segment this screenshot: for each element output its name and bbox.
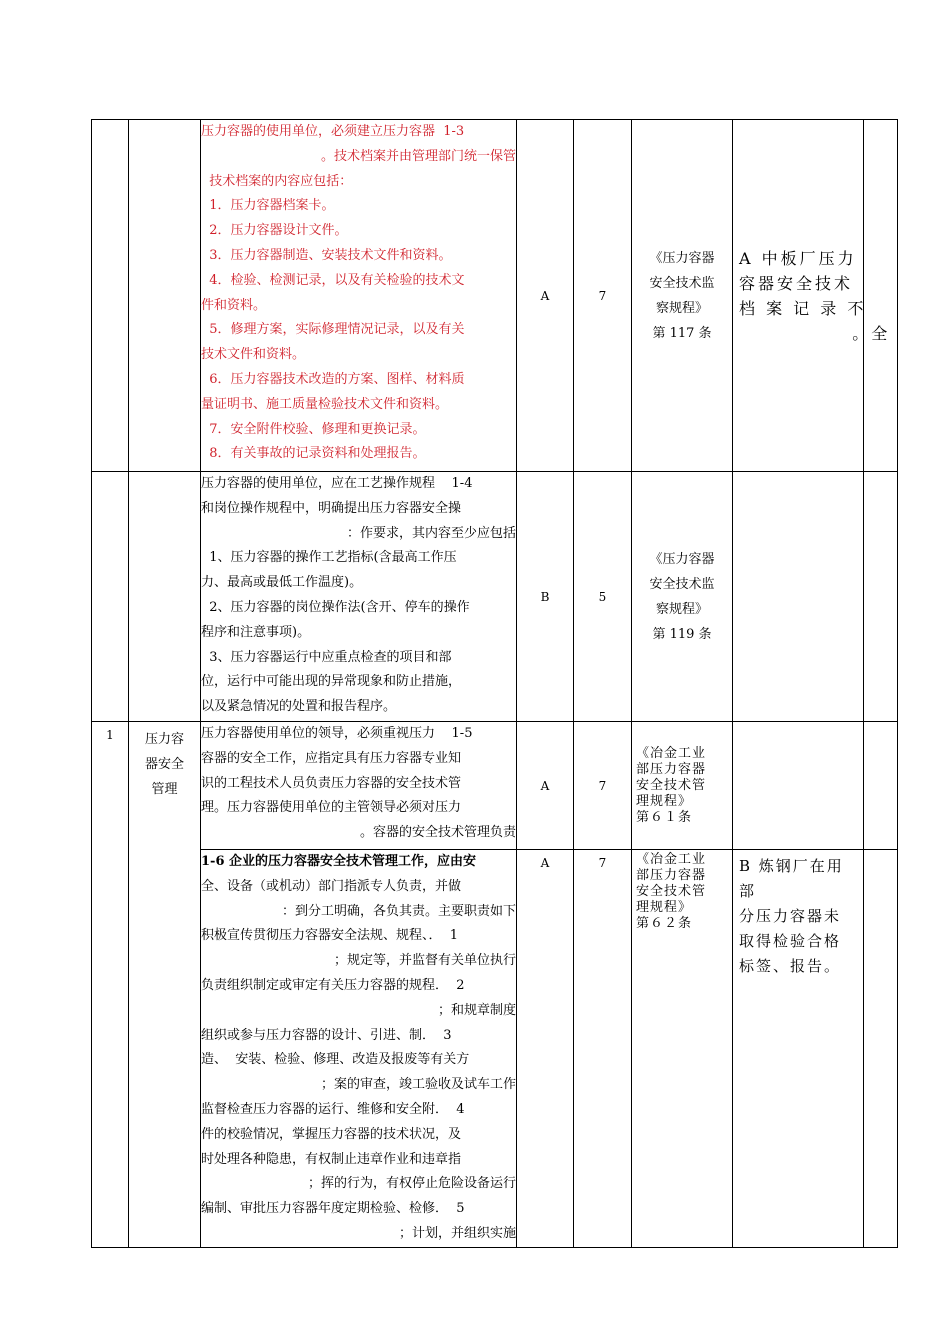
basis-line: 第 117 条 bbox=[652, 325, 712, 341]
requirement-line: 件和资料。 bbox=[201, 297, 267, 313]
requirement-line: 容器的安全工作，应指定具有压力容器专业知 bbox=[201, 750, 462, 766]
remark-cell bbox=[864, 472, 898, 722]
requirement-line: 4．检验、检测记录，以及有关检验的技术文 bbox=[201, 272, 465, 288]
requirement-line: 压力容器的使用单位，应在工艺操作规程 1-4 bbox=[201, 476, 473, 491]
requirement-line: 1、压力容器的操作工艺指标(含最高工作压 bbox=[201, 550, 457, 566]
finding-cell bbox=[733, 120, 891, 472]
basis-line: 第 119 条 bbox=[652, 626, 712, 642]
score-cell: 7 bbox=[574, 120, 632, 472]
basis-line: 第６１条 bbox=[636, 809, 693, 825]
finding-line: 。全 bbox=[739, 323, 891, 343]
basis-line: 《冶金工业 bbox=[636, 852, 707, 867]
requirement-line: ：作要求，其内容至少应包括 bbox=[243, 525, 516, 541]
finding-line: 档 案 记 录 不 bbox=[739, 298, 867, 318]
requirement-line: 以及紧急情况的处置和报告程序。 bbox=[201, 699, 397, 715]
basis-line: 部压力容器 bbox=[636, 868, 707, 883]
basis-line: 《压力容器 bbox=[649, 250, 715, 266]
score-cell: 5 bbox=[574, 472, 632, 722]
basis-cell bbox=[632, 850, 733, 1248]
requirement-line: 理。压力容器使用单位的主管领导必须对压力 bbox=[201, 800, 462, 816]
grade-cell: A bbox=[517, 850, 574, 1248]
basis-line: 安全技术监 bbox=[649, 576, 715, 592]
requirement-line: ；案的审查，竣工验收及试车工作 bbox=[230, 1077, 516, 1093]
requirement-line: 组织或参与压力容器的设计、引进、制． 3 bbox=[201, 1027, 452, 1043]
basis-line: 部压力容器 bbox=[636, 761, 707, 777]
grade-cell: A bbox=[517, 722, 574, 850]
finding-cell bbox=[733, 722, 864, 850]
finding-cell bbox=[733, 850, 864, 1248]
requirement-line: 。技术档案并由管理部门统一保管 bbox=[221, 148, 516, 164]
requirement-line: 编制、审批压力容器年度定期检验、检修． 5 bbox=[201, 1201, 465, 1217]
category-cell bbox=[129, 120, 201, 472]
basis-cell bbox=[632, 472, 733, 722]
requirement-line: 7．安全附件校验、修理和更换记录。 bbox=[201, 421, 426, 437]
requirement-line: ；挥的行为，有权停止危险设备运行 bbox=[241, 1176, 516, 1192]
requirement-line: 压力容器的使用单位，必须建立压力容器 1-3 bbox=[201, 124, 465, 139]
requirement-line: 2．压力容器设计文件。 bbox=[201, 223, 348, 239]
basis-line: 安全技术管 bbox=[636, 884, 707, 899]
requirement-line: 和岗位操作规程中，明确提出压力容器安全操 bbox=[201, 500, 462, 516]
category-line: 管理 bbox=[151, 782, 178, 797]
basis-line: 察规程》 bbox=[655, 300, 708, 316]
requirement-line: ；计划，并组织实施 bbox=[279, 1225, 516, 1241]
requirement-line: 积极宣传贯彻压力容器安全法规、规程、． 1 bbox=[201, 928, 459, 944]
requirement-line: 3、压力容器运行中应重点检查的项目和部 bbox=[201, 649, 452, 665]
basis-line: 第６２条 bbox=[636, 916, 693, 931]
requirement-line: 件的校验情况，掌握压力容器的技术状况，及 bbox=[201, 1126, 462, 1142]
grade-cell: A bbox=[517, 120, 574, 472]
requirement-line: 6．压力容器技术改造的方案、图样、材料质 bbox=[201, 371, 465, 387]
requirement-line bbox=[201, 850, 516, 875]
finding-line: B 炼钢厂在用部 bbox=[739, 857, 844, 900]
item-number: 1 bbox=[92, 722, 129, 1248]
requirement-cell bbox=[201, 850, 517, 1248]
basis-cell bbox=[632, 722, 733, 850]
requirement-line: 全、设备（或机动）部门指派专人负责，并做 bbox=[201, 878, 462, 894]
inspection-table bbox=[91, 119, 898, 1248]
requirement-line: ；规定等，并监督有关单位执行 bbox=[243, 953, 516, 969]
requirement-line: 2、压力容器的岗位操作法(含开、停车的操作 bbox=[201, 599, 470, 615]
requirement-line: 3．压力容器制造、安装技术文件和资料。 bbox=[201, 247, 452, 263]
requirement-line: 负责组织制定或审定有关压力容器的规程． 2 bbox=[201, 977, 465, 993]
remark-cell bbox=[864, 120, 898, 472]
requirement-cell bbox=[201, 120, 517, 472]
score-cell: 7 bbox=[574, 722, 632, 850]
basis-line: 理规程》 bbox=[636, 793, 693, 809]
requirement-line: 8．有关事故的记录资料和处理报告。 bbox=[201, 446, 426, 462]
requirement-line: ；和规章制度 bbox=[289, 1002, 516, 1018]
basis-line: 理规程》 bbox=[636, 900, 693, 915]
finding-line: 容器安全技术 bbox=[739, 273, 854, 293]
requirement-line: 时处理各种隐患，有权制止违章作业和违章指 bbox=[201, 1151, 462, 1167]
category-cell bbox=[129, 472, 201, 722]
requirement-line: 技术档案的内容应包括： bbox=[201, 173, 353, 189]
grade-cell: B bbox=[517, 472, 574, 722]
requirement-cell bbox=[201, 472, 517, 722]
remark-cell bbox=[864, 722, 898, 850]
requirement-line: 监督检查压力容器的运行、维修和安全附． 4 bbox=[201, 1101, 465, 1117]
category-line: 器安全 bbox=[144, 757, 184, 772]
score-cell: 7 bbox=[574, 850, 632, 1248]
requirement-line: 1-6 企业的压力容器安全技术管理工作，应由安 bbox=[201, 854, 477, 869]
table-row bbox=[92, 120, 898, 472]
requirement-line: 造、 安装、检验、修理、改造及报废等有关方 bbox=[201, 1052, 470, 1068]
index-cell bbox=[92, 472, 129, 722]
requirement-line: 5．修理方案，实际修理情况记录，以及有关 bbox=[201, 322, 465, 338]
basis-line: 察规程》 bbox=[655, 601, 708, 617]
requirement-cell bbox=[201, 722, 517, 850]
basis-cell bbox=[632, 120, 733, 472]
category-line: 压力容 bbox=[144, 732, 184, 747]
remark-cell bbox=[864, 850, 898, 1248]
requirement-line: 技术文件和资料。 bbox=[201, 347, 306, 363]
finding-line: 取得检验合格 bbox=[739, 932, 842, 950]
table-row bbox=[92, 472, 898, 722]
basis-line: 安全技术监 bbox=[649, 275, 715, 291]
requirement-line: 量证明书、施工质量检验技术文件和资料。 bbox=[201, 396, 449, 412]
basis-line: 安全技术管 bbox=[636, 777, 707, 793]
table-row bbox=[92, 722, 898, 850]
finding-line: 标签、报告。 bbox=[739, 957, 842, 975]
requirement-line: 力、最高或最低工作温度)。 bbox=[201, 575, 363, 591]
requirement-line: 程序和注意事项)。 bbox=[201, 624, 311, 640]
requirement-line: ：到分工明确，各负其责。主要职责如下 bbox=[248, 903, 516, 919]
index-cell bbox=[92, 120, 129, 472]
requirement-line: 压力容器使用单位的领导，必须重视压力 1-5 bbox=[201, 726, 473, 741]
finding-line: 分压力容器未 bbox=[739, 907, 842, 925]
basis-line: 《压力容器 bbox=[649, 551, 715, 567]
category-cell bbox=[129, 722, 201, 1248]
requirement-line: 位，运行中可能出现的异常现象和防止措施， bbox=[201, 674, 462, 690]
table-row bbox=[92, 850, 898, 1248]
requirement-line: 1．压力容器档案卡。 bbox=[201, 198, 335, 214]
requirement-line: 识的工程技术人员负责压力容器的安全技术管 bbox=[201, 775, 462, 791]
requirement-line: 。容器的安全技术管理负责 bbox=[223, 825, 516, 841]
basis-line: 《冶金工业 bbox=[636, 745, 707, 761]
finding-cell bbox=[733, 472, 864, 722]
finding-line: A 中板厂压力 bbox=[739, 248, 857, 268]
